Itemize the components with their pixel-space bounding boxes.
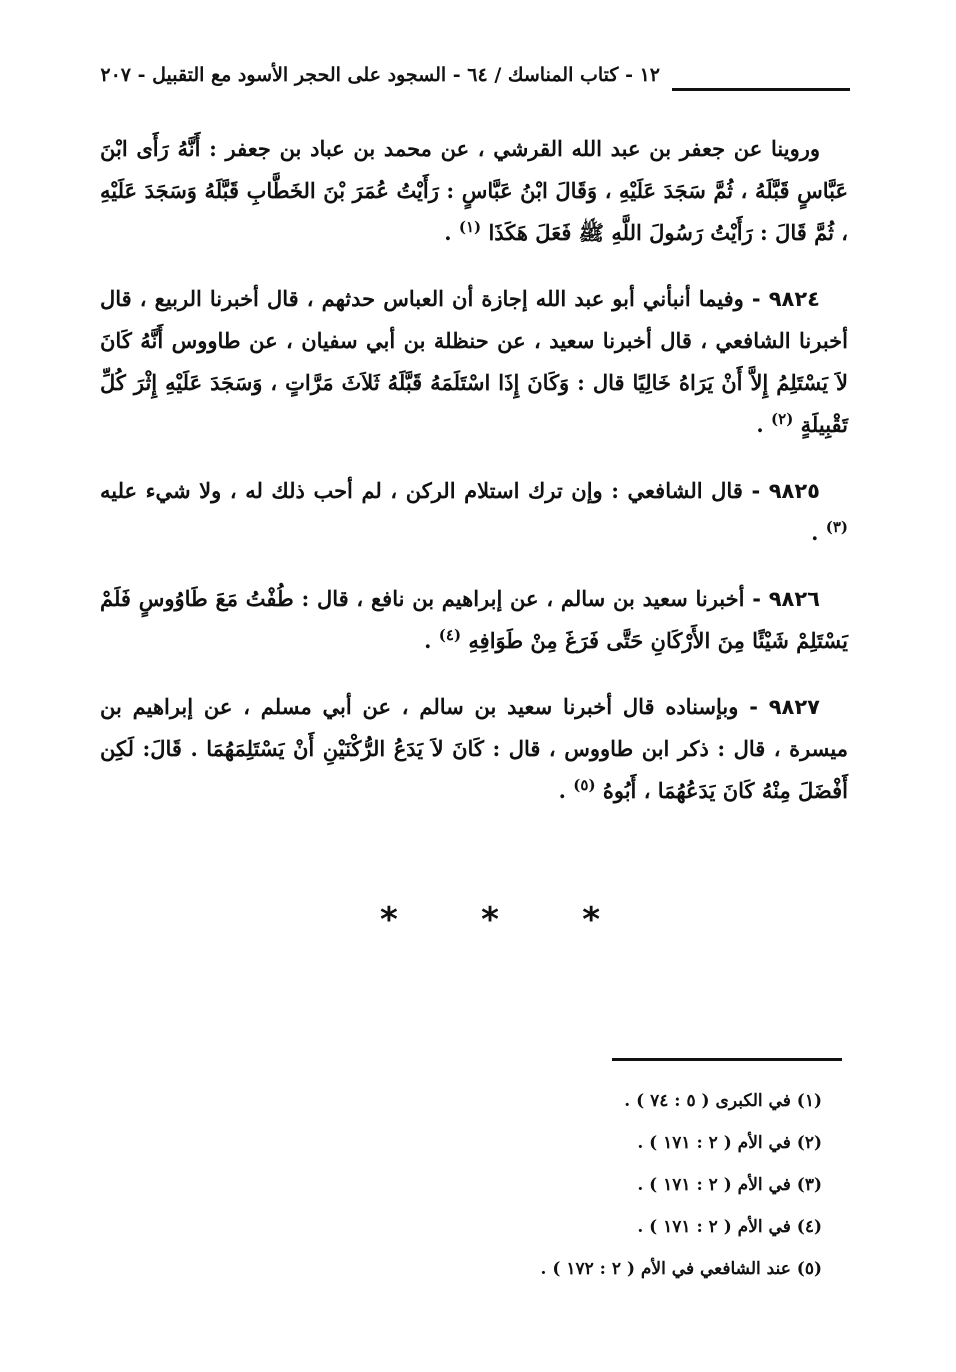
paragraph-9826 [100, 578, 848, 662]
footnotes [440, 1080, 822, 1290]
asterisk-icon: * [582, 900, 600, 940]
footnote-5: (٥) عند الشافعي في الأم ( ٢ : ١٧٢ ) . [540, 1259, 822, 1279]
paragraph-number: ٩٨٢٤ - [751, 287, 821, 311]
footnote-1: (١) في الكبرى ( ٥ : ٧٤ ) . [624, 1091, 822, 1111]
footnote-ref: (٣) [825, 518, 848, 536]
paragraph-end: . [424, 628, 432, 653]
paragraph-number: ٩٨٢٦ - [752, 587, 821, 611]
footnote-ref: (١) [458, 218, 482, 236]
footnote-ref: (٢) [771, 410, 794, 428]
body-text [100, 128, 848, 836]
footnote-ref: (٥) [573, 776, 596, 794]
asterisk-icon: * [481, 900, 499, 940]
paragraph-number: ٩٨٢٧ - [749, 695, 821, 719]
paragraph-text: أخبرنا سعيد بن سالم ، عن إبراهيم بن نافع ، قال : طُفْتُ مَعَ طَاوُوسٍ فَلَمْ يَسْتَلِمْ شَيْئًا مِنَ الأَرْكَانِ حَتَّى فَرَغَ مِنْ طَوَافِهِ [100, 586, 848, 653]
paragraph-9824 [100, 278, 848, 446]
paragraph-text: وبإسناده قال أخبرنا سعيد بن سالم ، عن أبي مسلم ، عن إبراهيم بن ميسرة ، قال : ذكر ابن طاووس ، قال : كَانَ لاَ يَدَعُ الرُّكْنَيْنِ أَنْ يَسْتَلِمَهُمَا . قَالَ: لَكِن أَفْضَلَ مِنْهُ كَانَ يَدَعُهُمَا ، أَبُوهُ [100, 694, 848, 803]
footnote-4: (٤) في الأم ( ٢ : ١٧١ ) . [637, 1217, 822, 1237]
header-text: ١٢ - كتاب المناسك / ٦٤ - السجود على الحجر الأسود مع التقبيل - ٢٠٧ [100, 64, 660, 86]
paragraph-text: وروينا عن جعفر بن عبد الله القرشي ، عن محمد بن عباد بن جعفر : أَنَّهُ رَأَى ابْنَ عَبَّاسٍ قَبَّلَهُ ، ثُمَّ سَجَدَ عَلَيْهِ ، وَقَالَ ابْنُ عَبَّاسٍ : رَأَيْتُ عُمَرَ بْنَ الخَطَّابِ قَبَّلَهُ وَسَجَدَ عَلَيْهِ ، ثُمَّ قَالَ : رَأَيْتُ رَسُولَ اللَّهِ ﷺ فَعَلَ هَكَذَا [100, 136, 848, 245]
paragraph-9827 [100, 686, 848, 812]
section-separator [380, 900, 600, 940]
footnote-3: (٣) في الأم ( ٢ : ١٧١ ) . [637, 1175, 822, 1195]
paragraph-text: قال الشافعي : وإن ترك استلام الركن ، لم أحب ذلك له ، ولا شيء عليه [100, 478, 743, 503]
running-header [100, 62, 850, 102]
paragraph-end: . [558, 778, 566, 803]
paragraph-text: وفيما أنبأني أبو عبد الله إجازة أن العباس حدثهم ، قال أخبرنا الربيع ، قال أخبرنا الشافعي ، قال أخبرنا سعيد ، عن حنظلة بن أبي سفيان ، عن طاووس أَنَّهُ كَانَ لاَ يَسْتَلِمُ إِلاَّ أَنْ يَرَاهُ خَالِيًا قال : وَكَانَ إِذَا اسْتَلَمَهُ قَبَّلَهُ ثَلاَثَ مَرَّاتٍ ، وَسَجَدَ عَلَيْهِ إِثْرَ كُلِّ تَقْبِيلَةٍ [100, 286, 848, 437]
paragraph-intro [100, 128, 848, 254]
header-rule [672, 88, 850, 91]
paragraph-number: ٩٨٢٥ - [751, 479, 821, 503]
footnote-2: (٢) في الأم ( ٢ : ١٧١ ) . [637, 1133, 822, 1153]
paragraph-end: . [444, 220, 452, 245]
footnote-ref: (٤) [438, 626, 462, 644]
paragraph-end: . [756, 412, 764, 437]
paragraph-end: . [811, 520, 819, 545]
footnote-rule [612, 1058, 842, 1061]
paragraph-9825 [100, 470, 848, 554]
asterisk-icon: * [380, 900, 398, 940]
